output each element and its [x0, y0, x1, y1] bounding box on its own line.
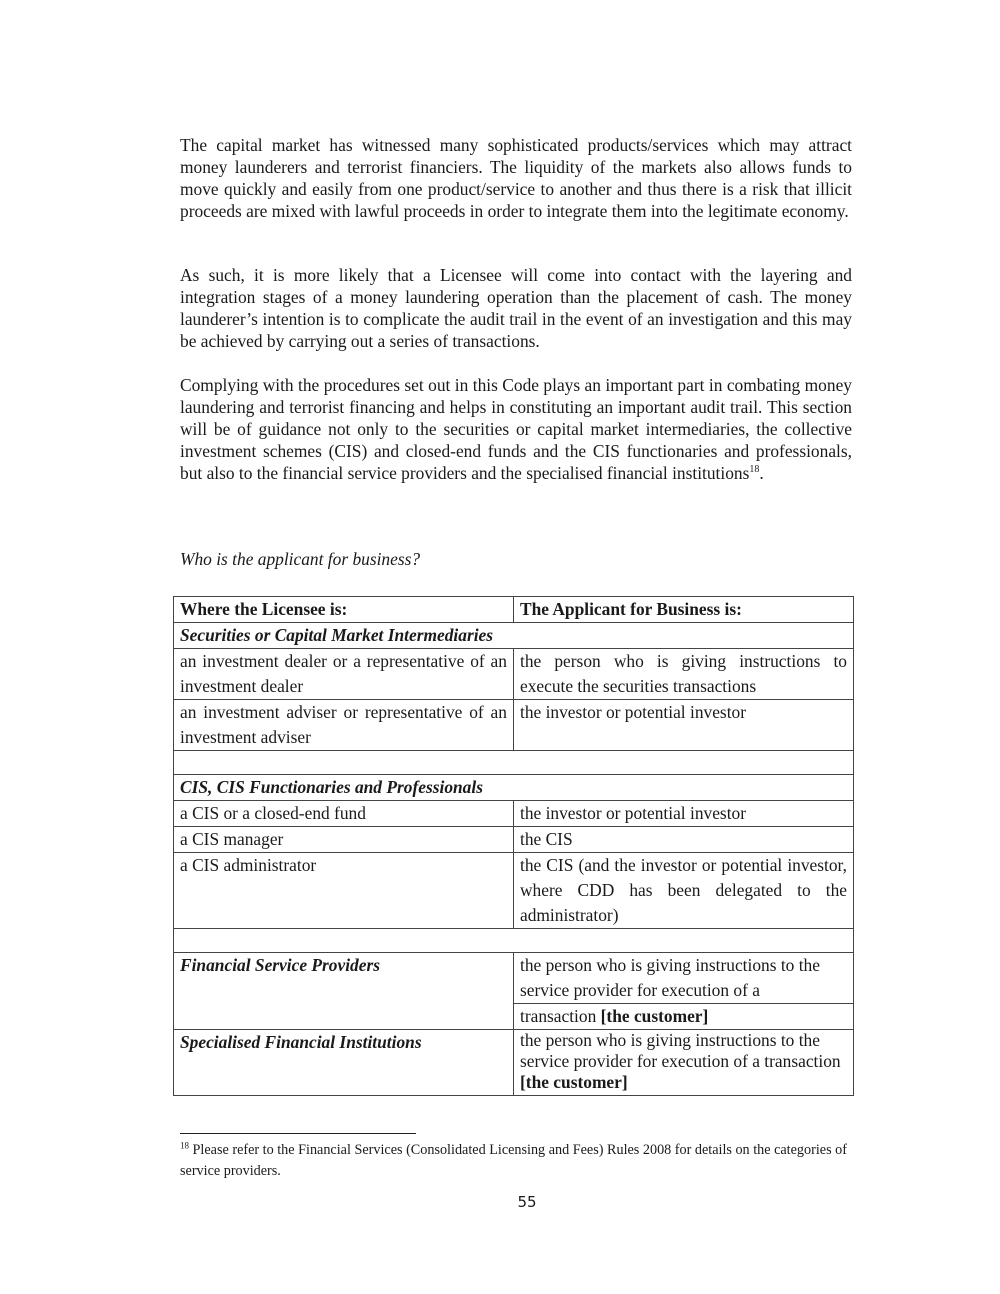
table-cell: the CIS: [513, 827, 853, 853]
table-spacer-row: [174, 751, 854, 775]
paragraph-1: The capital market has witnessed many sophisticated products/services which may attract money launderers and terrorist financiers. The liquidity of the markets also allows funds to move quickly and easily from one product/service to another and thus there is a risk that illicit proceeds are mixed with lawful proceeds in order to integrate them into the legitimate economy.: [180, 135, 852, 221]
paragraph-2: As such, it is more likely that a Licensee will come into contact with the layering and integration stages of a money laundering operation than the placement of cash. The money launderer’s intention is to complicate the audit trail in the event of an investigation and this may be achieved by carrying out a series of transactions.: [180, 265, 852, 351]
table-header-row: [174, 597, 854, 623]
fsp-text: the person who is giving instructions to the service provider for execution of a: [513, 953, 853, 1004]
footnote-number: 18: [180, 1140, 189, 1151]
table-cell: an investment dealer or a representative of an investment dealer: [174, 649, 514, 700]
table-row: [174, 827, 854, 853]
table-header-licensee: Where the Licensee is:: [174, 597, 514, 623]
table-row: [174, 1030, 854, 1096]
sfi-label: Specialised Financial Institutions: [174, 1030, 514, 1096]
footnote-divider: [180, 1133, 416, 1134]
table-cell: the person who is giving instructions to execute the securities transactions: [513, 649, 853, 700]
table-cell: a CIS administrator: [174, 853, 514, 929]
footnote: [180, 1140, 852, 1182]
table-row: [174, 853, 854, 929]
fsp-label: Financial Service Providers: [174, 953, 514, 1030]
table-spacer-cell: [174, 751, 854, 775]
table-cell: a CIS manager: [174, 827, 514, 853]
table-row: [174, 649, 854, 700]
fsp-customer: [the customer]: [600, 1006, 709, 1026]
paragraph-3: [180, 374, 852, 484]
table-spacer-cell: [174, 929, 854, 953]
sfi-customer: [the customer]: [519, 1072, 628, 1092]
page-number: 55: [517, 1193, 537, 1211]
table-cell: a CIS or a closed-end fund: [174, 801, 514, 827]
table-group-row: [174, 623, 854, 649]
table-row: [174, 700, 854, 751]
group-title-securities: Securities or Capital Market Intermediaries: [174, 623, 854, 649]
table-group-row: [174, 775, 854, 801]
table-cell: the CIS (and the investor or potential investor, where CDD has been delegated to the administrator): [513, 853, 853, 929]
sfi-text: the person who is giving instructions to the service provider for execution of a transaction: [519, 1030, 841, 1071]
sfi-text-cell: [513, 1030, 853, 1096]
table-cell: the investor or potential investor: [513, 801, 853, 827]
group-title-cis: CIS, CIS Functionaries and Professionals: [174, 775, 854, 801]
applicant-table: [173, 596, 854, 1096]
table-row: [174, 801, 854, 827]
paragraph-3-end: .: [759, 463, 764, 483]
paragraph-3-text: Complying with the procedures set out in this Code plays an important part in combating money laundering and terrorist financing and helps in constituting an important audit trail. This section will be of guidance not only to the securities or capital market intermediaries, the collective investment schemes (CIS) and closed-end funds and the CIS functionaries and professionals, but also to the financial service providers and the specialised financial institutions: [180, 375, 852, 483]
fsp-text-2: transaction: [519, 1006, 601, 1026]
table-header-applicant: The Applicant for Business is:: [513, 597, 853, 623]
fsp-text-cont: [513, 1004, 853, 1030]
section-heading: Who is the applicant for business?: [180, 549, 421, 569]
table-row: [174, 953, 854, 1004]
table-spacer-row: [174, 929, 854, 953]
table-cell: the investor or potential investor: [513, 700, 853, 751]
footnote-ref: 18: [749, 464, 760, 476]
table-cell: an investment adviser or representative of an investment adviser: [174, 700, 514, 751]
footnote-text: Please refer to the Financial Services (Consolidated Licensing and Fees) Rules 2008 for details on the categories of service providers.: [180, 1142, 847, 1179]
